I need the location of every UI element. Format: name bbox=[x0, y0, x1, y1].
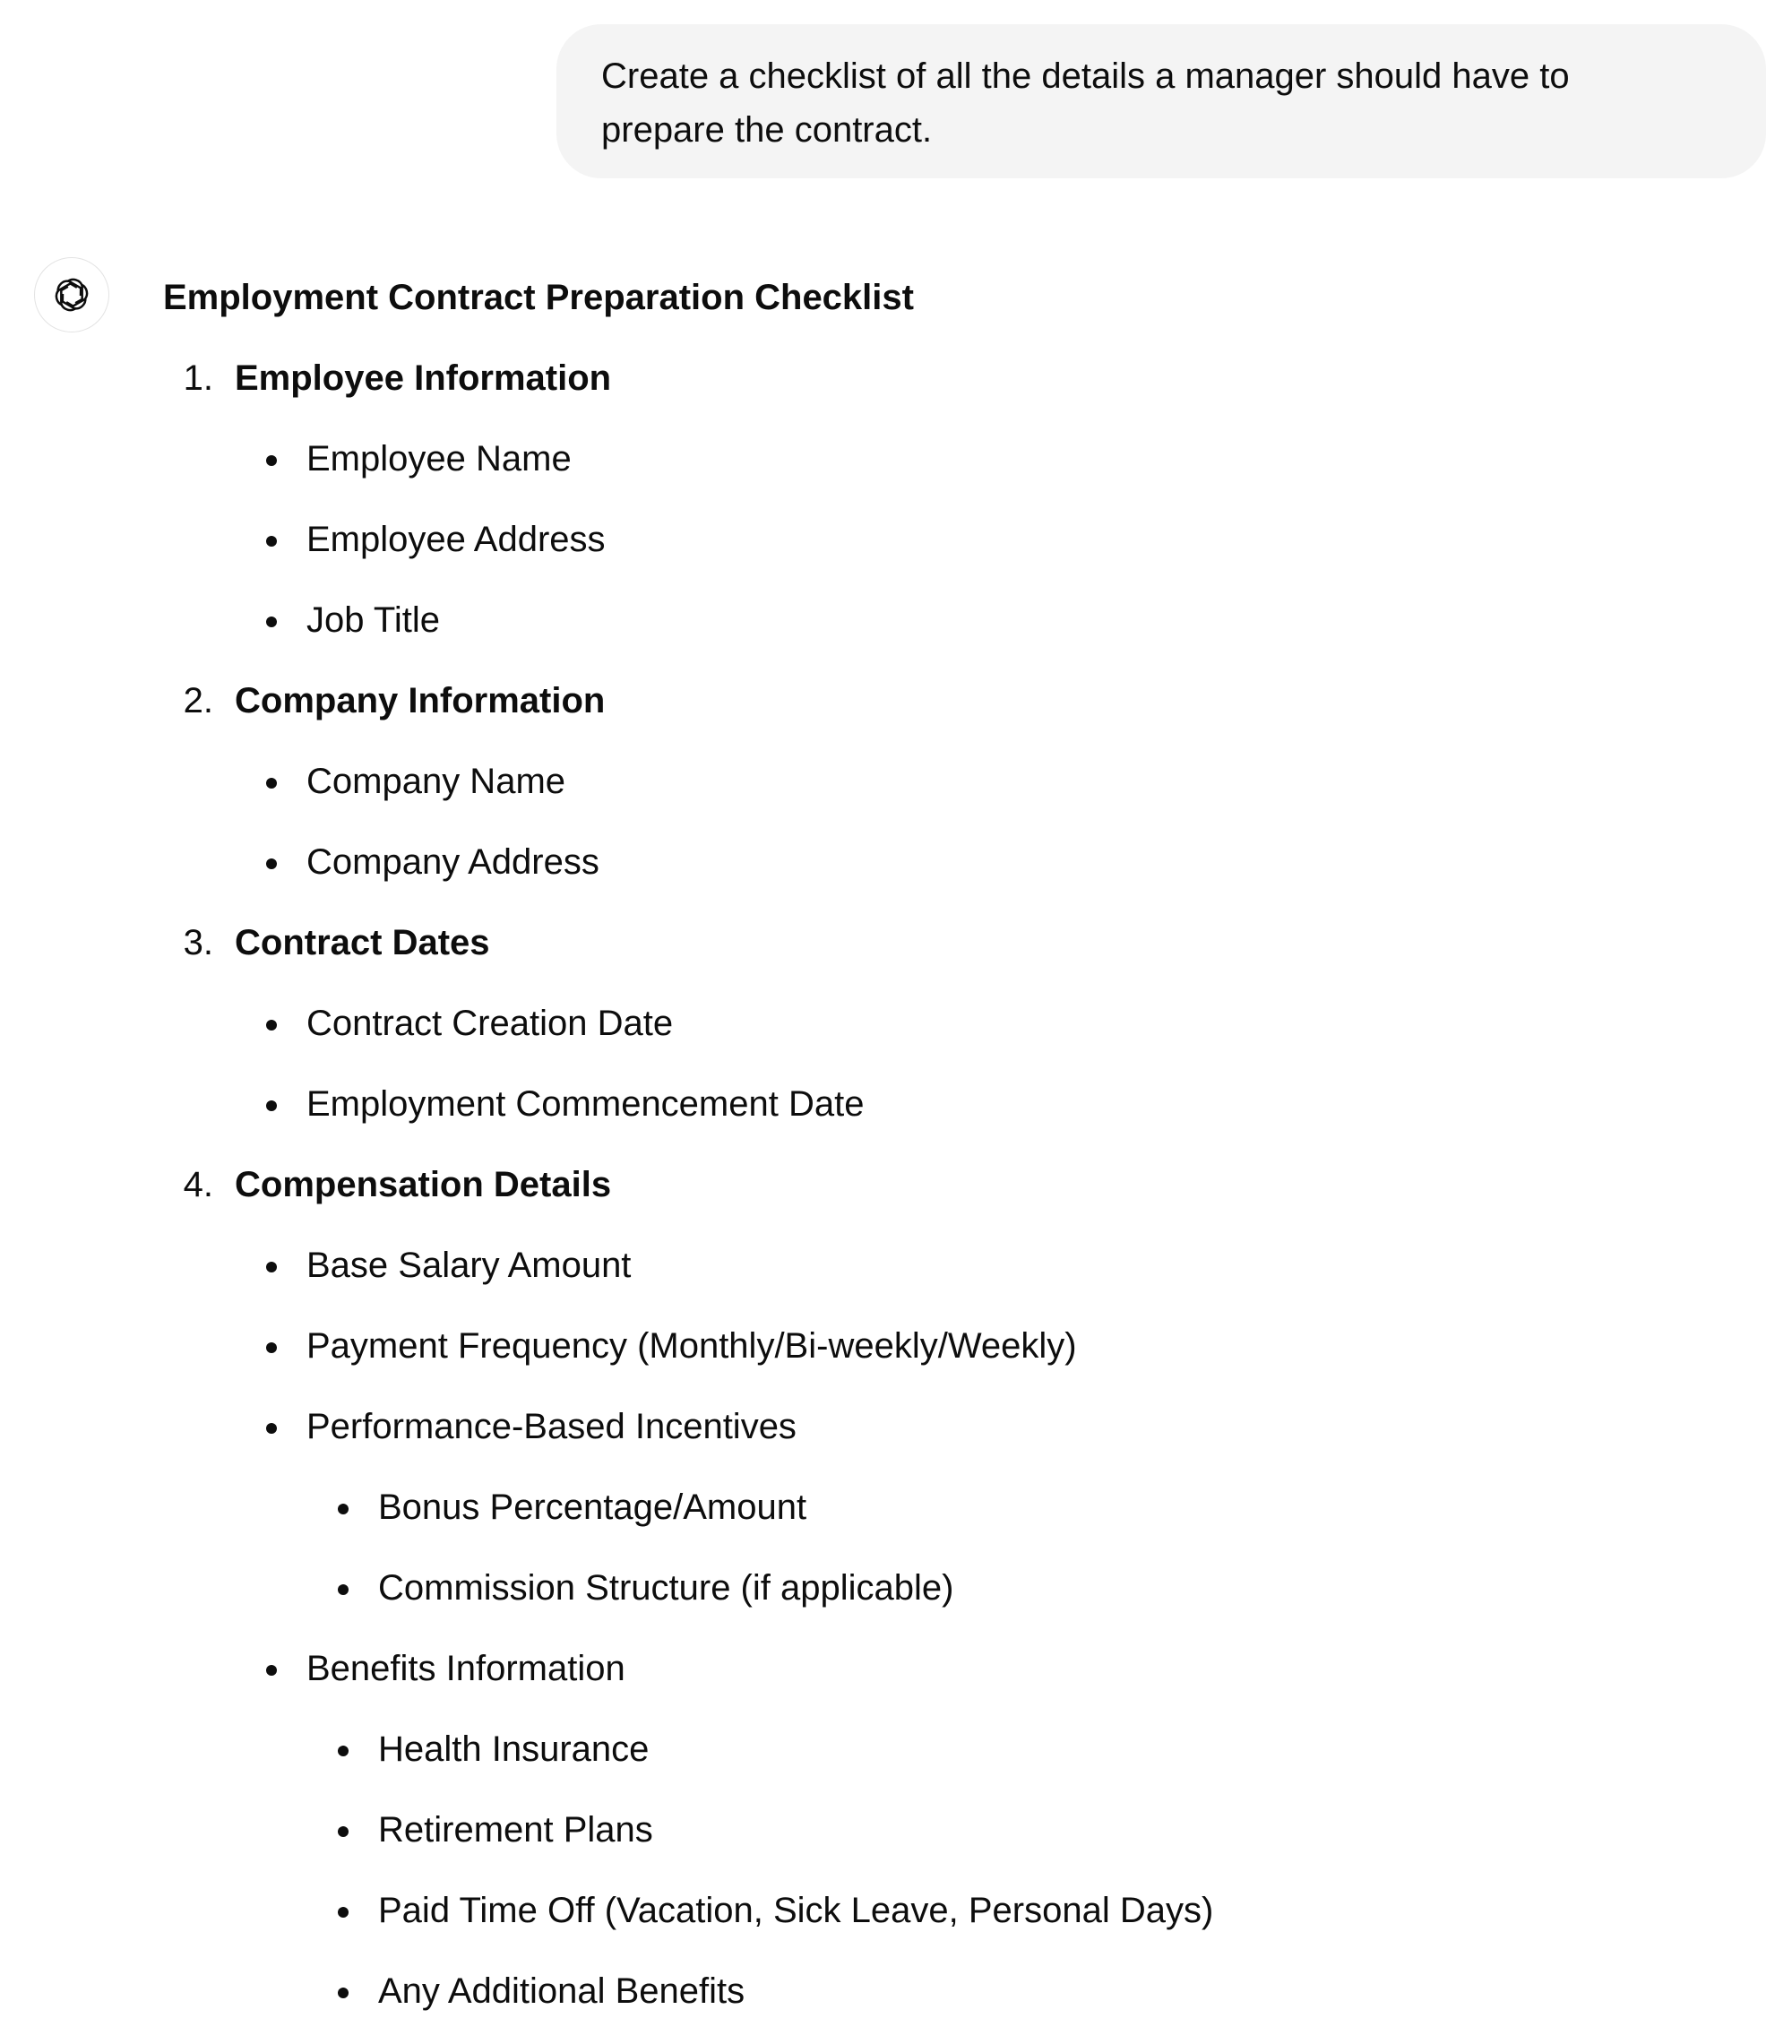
user-message-line: Create a checklist of all the details a manager should have to bbox=[601, 56, 1570, 96]
bullet-icon bbox=[266, 1423, 277, 1434]
list-item-text: Performance-Based Incentives bbox=[306, 1407, 797, 1446]
bullet-icon bbox=[266, 1020, 277, 1031]
section-title: Compensation Details bbox=[235, 1165, 612, 1204]
bullet-icon bbox=[338, 1584, 349, 1595]
list-item-text: Any Additional Benefits bbox=[378, 1971, 745, 2011]
response-title: Employment Contract Preparation Checklist bbox=[163, 278, 914, 317]
list-item-text: Employee Name bbox=[306, 439, 572, 479]
list-item-text: Employment Commencement Date bbox=[306, 1084, 865, 1124]
bullet-icon bbox=[266, 1342, 277, 1353]
bullet-icon bbox=[266, 1100, 277, 1111]
list-item-text: Employee Address bbox=[306, 520, 606, 559]
bullet-icon bbox=[338, 1988, 349, 1998]
section-number: 2. bbox=[183, 681, 213, 720]
bullet-icon bbox=[266, 536, 277, 547]
user-message-line: prepare the contract. bbox=[601, 110, 933, 150]
list-item-text: Retirement Plans bbox=[378, 1810, 653, 1850]
section-number: 1. bbox=[183, 358, 213, 398]
section-title: Contract Dates bbox=[235, 923, 490, 962]
bullet-icon bbox=[338, 1907, 349, 1918]
section-heading bbox=[163, 916, 1758, 970]
sub-list-item bbox=[163, 1803, 1758, 1857]
list-item bbox=[163, 1642, 1758, 1695]
list-item bbox=[163, 1400, 1758, 1453]
section-heading bbox=[163, 1158, 1758, 1212]
list-item bbox=[163, 1077, 1758, 1131]
checklist-section bbox=[163, 674, 1758, 889]
sub-list-item bbox=[163, 1964, 1758, 2018]
section-heading bbox=[163, 674, 1758, 728]
bullet-icon bbox=[338, 1504, 349, 1514]
openai-logo-icon bbox=[49, 272, 94, 317]
section-title: Employee Information bbox=[235, 358, 612, 398]
list-item bbox=[163, 593, 1758, 647]
sub-list-item bbox=[163, 1722, 1758, 1776]
checklist-section bbox=[163, 1158, 1758, 2018]
bullet-icon bbox=[266, 455, 277, 466]
list-item-text: Contract Creation Date bbox=[306, 1004, 674, 1043]
list-item bbox=[163, 513, 1758, 566]
list-item-text: Company Address bbox=[306, 842, 599, 882]
list-item-text: Company Name bbox=[306, 762, 566, 801]
bullet-icon bbox=[266, 858, 277, 869]
list-item bbox=[163, 1238, 1758, 1292]
list-item-text: Health Insurance bbox=[378, 1729, 650, 1769]
list-item-text: Payment Frequency (Monthly/Bi-weekly/Weekly) bbox=[306, 1326, 1077, 1366]
list-item-text: Paid Time Off (Vacation, Sick Leave, Personal Days) bbox=[378, 1891, 1214, 1930]
sub-list-item bbox=[163, 1480, 1758, 1534]
list-item-text: Job Title bbox=[306, 600, 440, 640]
section-title: Company Information bbox=[235, 681, 606, 720]
bullet-icon bbox=[266, 778, 277, 789]
bullet-icon bbox=[338, 1826, 349, 1837]
assistant-avatar bbox=[34, 257, 109, 332]
list-item bbox=[163, 1319, 1758, 1373]
bullet-icon bbox=[338, 1746, 349, 1756]
section-number: 4. bbox=[183, 1165, 213, 1204]
list-item-text: Benefits Information bbox=[306, 1649, 625, 1688]
section-heading bbox=[163, 351, 1758, 405]
list-item bbox=[163, 996, 1758, 1050]
sub-list-item bbox=[163, 1561, 1758, 1615]
list-item bbox=[163, 432, 1758, 486]
list-item-text: Base Salary Amount bbox=[306, 1246, 632, 1285]
bullet-icon bbox=[266, 1665, 277, 1676]
list-item-text: Commission Structure (if applicable) bbox=[378, 1568, 954, 1608]
list-item-text: Bonus Percentage/Amount bbox=[378, 1488, 807, 1527]
list-item bbox=[163, 755, 1758, 808]
section-number: 3. bbox=[183, 923, 213, 962]
checklist-section bbox=[163, 351, 1758, 647]
checklist-section bbox=[163, 916, 1758, 1131]
assistant-response bbox=[163, 271, 1758, 2018]
bullet-icon bbox=[266, 617, 277, 627]
list-item bbox=[163, 835, 1758, 889]
user-message-bubble bbox=[556, 24, 1766, 178]
bullet-icon bbox=[266, 1262, 277, 1272]
sub-list-item bbox=[163, 1884, 1758, 1937]
